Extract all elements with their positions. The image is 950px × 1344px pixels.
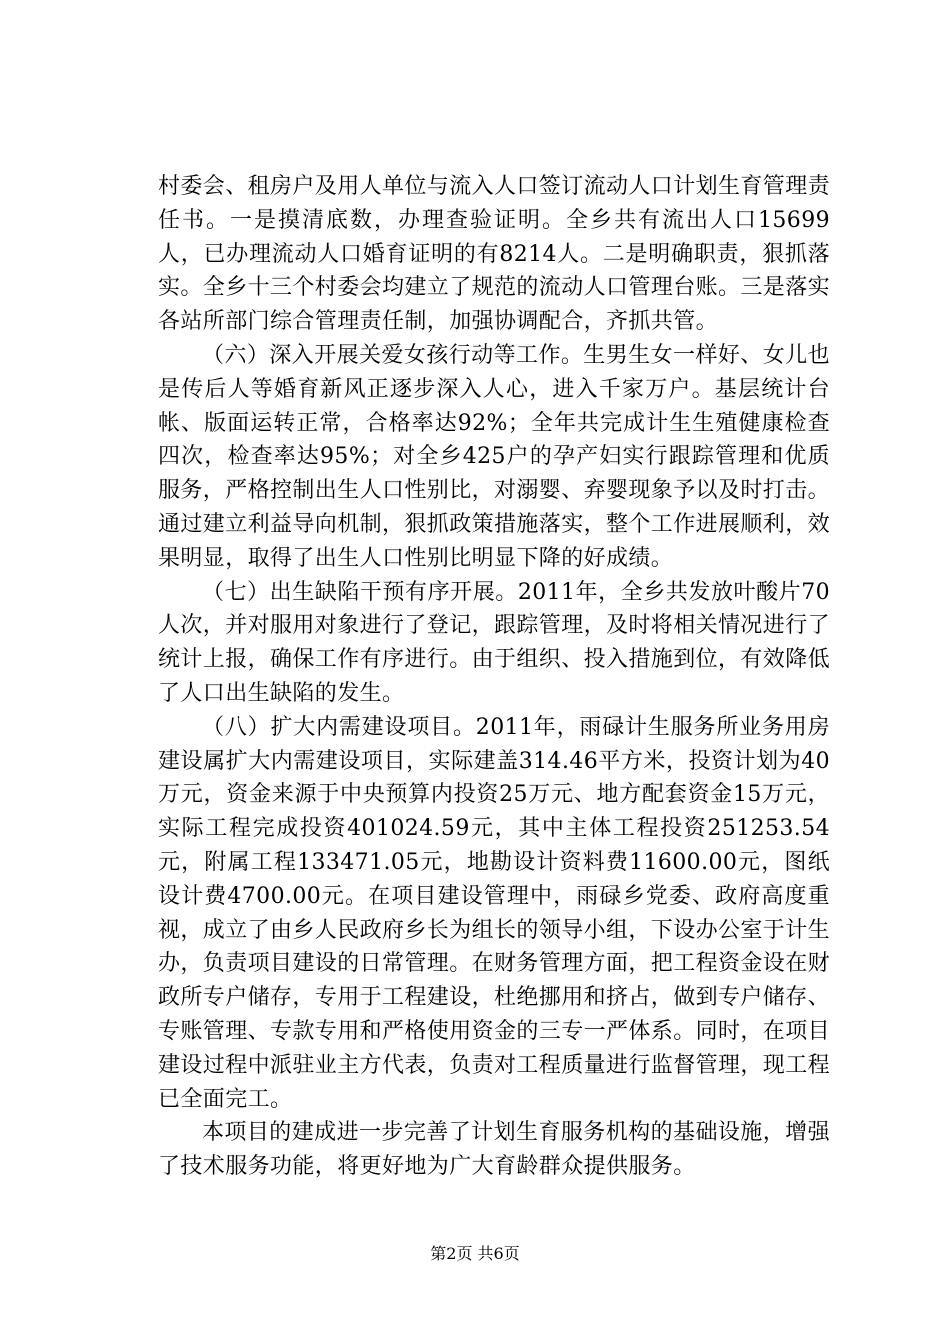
document-body xyxy=(158,170,830,1184)
paragraph-section-7: （七）出生缺陷干预有序开展。2011年，全乡共发放叶酸片70人次，并对服用对象进行了登记，跟踪管理，及时将相关情况进行了统计上报，确保工作有序进行。由于组织、投入措施到位，有效降低了人口出生缺陷的发生。 xyxy=(158,579,831,706)
paragraph-section-6: （六）深入开展关爱女孩行动等工作。生男生女一样好、女儿也是传后人等婚育新风正逐步深入人心，进入千家万户。基层统计台帐、版面运转正常，合格率达92%；全年共完成计生生殖健康检查四次，检查率达95%；对全乡425户的孕产妇实行跟踪管理和优质服务，严格控制出生人口性别比，对溺婴、弃婴现象予以及时打击。通过建立利益导向机制，狠抓政策措施落实，整个工作进展顺利，效果明显，取得了出生人口性别比明显下降的好成绩。 xyxy=(158,342,831,571)
paragraph-continuation: 村委会、租房户及用人单位与流入人口签订流动人口计划生育管理责任书。一是摸清底数，办理查验证明。全乡共有流出人口15699人，已办理流动人口婚育证明的有8214人。二是明确职责，狠抓落实。全乡十三个村委会均建立了规范的流动人口管理台账。三是落实各站所部门综合管理责任制，加强协调配合，齐抓共管。 xyxy=(158,174,831,335)
paragraph-section-8: （八）扩大内需建设项目。2011年，雨碌计生服务所业务用房建设属扩大内需建设项目，实际建盖314.46平方米，投资计划为40万元，资金来源于中央预算内投资25万元、地方配套资金15万元，实际工程完成投资401024.59元，其中主体工程投资251253.54元，附属工程133471.05元，地勘设计资料费11600.00元，图纸设计费4700.00元。在项目建设管理中，雨碌乡党委、政府高度重视，成立了由乡人民政府乡长为组长的领导小组，下设办公室于计生办，负责项目建设的日常管理。在财务管理方面，把工程资金设在财政所专户储存，专用于工程建设，杜绝挪用和挤占，做到专户储存、专账管理、专款专用和严格使用资金的三专一严体系。同时，在项目建设过程中派驻业主方代表，负责对工程质量进行监督管理，现工程已全面完工。 xyxy=(158,714,831,1112)
page-number-footer: 第2页 共6页 xyxy=(430,1244,520,1263)
paragraph-conclusion: 本项目的建成进一步完善了计划生育服务机构的基础设施，增强了技术服务功能，将更好地为广大育龄群众提供服务。 xyxy=(158,1120,830,1180)
